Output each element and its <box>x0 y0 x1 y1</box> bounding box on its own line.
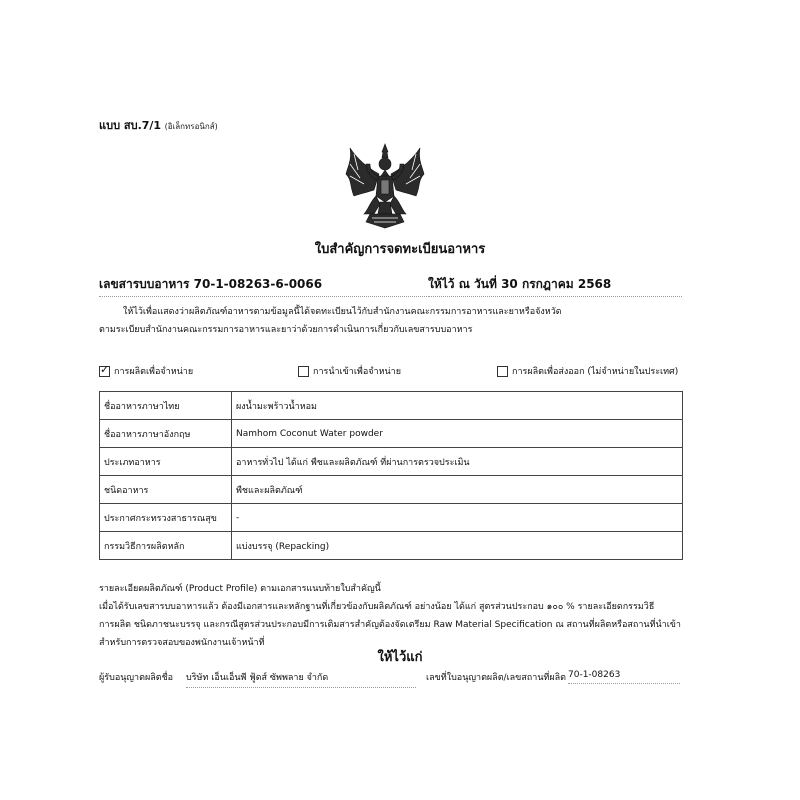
details-line-3: การผลิต ชนิดภาชนะบรรจุ และกรณีสูตรส่วนประกอบมีการเติมสารสำคัญต้องจัดเตรียม Raw Material Specification ณ สถานที่ผลิตหรือสถานที่นำเข้า <box>99 620 681 630</box>
row-label: ประกาศกระทรวงสาธารณสุข <box>100 504 232 532</box>
registration-number-label: เลขสารบบอาหาร <box>99 277 190 291</box>
intro-paragraph <box>99 303 699 339</box>
row-label: ชื่ออาหารภาษาไทย <box>100 392 232 420</box>
checkbox-checked-icon <box>99 366 110 377</box>
row-value: Namhom Coconut Water powder <box>232 420 683 448</box>
table-row <box>100 532 683 560</box>
table-row <box>100 476 683 504</box>
table-row <box>100 504 683 532</box>
document-title: ใบสำคัญการจดทะเบียนอาหาร <box>314 242 486 257</box>
purpose-option-production <box>99 364 193 378</box>
details-line-2: เมื่อได้รับเลขสารบบอาหารแล้ว ต้องมีเอกสารและหลักฐานที่เกี่ยวข้องกับผลิตภัณฑ์ อย่างน้อย ได้แก่ สูตรส่วนประกอบ ๑๐๐ % รายละเอียดกรรมวิธี <box>99 602 655 612</box>
row-value: - <box>232 504 683 532</box>
issued-to-heading: ให้ไว้แก่ <box>377 650 423 665</box>
license-number-label: เลขที่ใบอนุญาตผลิต/เลขสถานที่ผลิต <box>426 673 567 683</box>
purpose-label: การผลิตเพื่อจำหน่าย <box>114 367 194 377</box>
product-info-table <box>99 391 683 560</box>
purpose-checkboxes <box>99 364 682 378</box>
licensee-name: บริษัท เอ็นเอ็นพี ฟู้ดส์ ซัพพลาย จำกัด <box>186 670 416 688</box>
table-row <box>100 420 683 448</box>
form-code-number: แบบ สบ.7/1 <box>99 119 162 132</box>
row-value: แบ่งบรรจุ (Repacking) <box>232 532 683 560</box>
row-label: ประเภทอาหาร <box>100 448 232 476</box>
table-row <box>100 448 683 476</box>
row-label: ชื่ออาหารภาษาอังกฤษ <box>100 420 232 448</box>
row-value: พืชและผลิตภัณฑ์ <box>232 476 683 504</box>
issue-date-prefix: ให้ไว้ ณ วันที่ <box>428 277 497 291</box>
registration-number: 70-1-08263-6-0066 <box>193 277 323 291</box>
purpose-label: การนำเข้าเพื่อจำหน่าย <box>313 367 401 377</box>
checkbox-empty-icon <box>298 366 309 377</box>
row-label: ชนิดอาหาร <box>100 476 232 504</box>
registration-number-row <box>99 275 429 297</box>
details-paragraph <box>99 580 699 652</box>
issue-date: 30 กรกฎาคม 2568 <box>501 277 612 291</box>
issue-date-row <box>428 275 682 297</box>
licensee-label: ผู้รับอนุญาตผลิตชื่อ <box>99 673 174 683</box>
garuda-emblem-icon <box>340 140 430 230</box>
purpose-label: การผลิตเพื่อส่งออก (ไม่จำหน่ายในประเทศ) <box>512 367 679 377</box>
purpose-option-import <box>298 364 401 378</box>
details-line-4: สำหรับการตรวจสอบของพนักงานเจ้าหน้าที่ <box>99 638 265 648</box>
row-value: ผงน้ำมะพร้าวน้ำหอม <box>232 392 683 420</box>
form-code <box>99 116 218 134</box>
form-code-type: (อิเล็กทรอนิกส์) <box>164 122 218 131</box>
intro-line-2: ตามระเบียบสำนักงานคณะกรรมการอาหารและยาว่าด้วยการดำเนินการเกี่ยวกับเลขสารบบอาหาร <box>99 325 473 335</box>
checkbox-empty-icon <box>497 366 508 377</box>
details-line-1: รายละเอียดผลิตภัณฑ์ (Product Profile) ตามเอกสารแนบท้ายใบสำคัญนี้ <box>99 584 381 594</box>
table-row <box>100 392 683 420</box>
row-label: กรรมวิธีการผลิตหลัก <box>100 532 232 560</box>
intro-line-1: ให้ไว้เพื่อแสดงว่าผลิตภัณฑ์อาหารตามข้อมูลนี้ได้จดทะเบียนไว้กับสำนักงานคณะกรรมการอาหารและยาหรือจังหวัด <box>123 307 562 317</box>
purpose-option-export <box>497 364 678 378</box>
license-number: 70-1-08263 <box>568 670 680 684</box>
row-value: อาหารทั่วไป ได้แก่ พืชและผลิตภัณฑ์ ที่ผ่านการตรวจประเมิน <box>232 448 683 476</box>
